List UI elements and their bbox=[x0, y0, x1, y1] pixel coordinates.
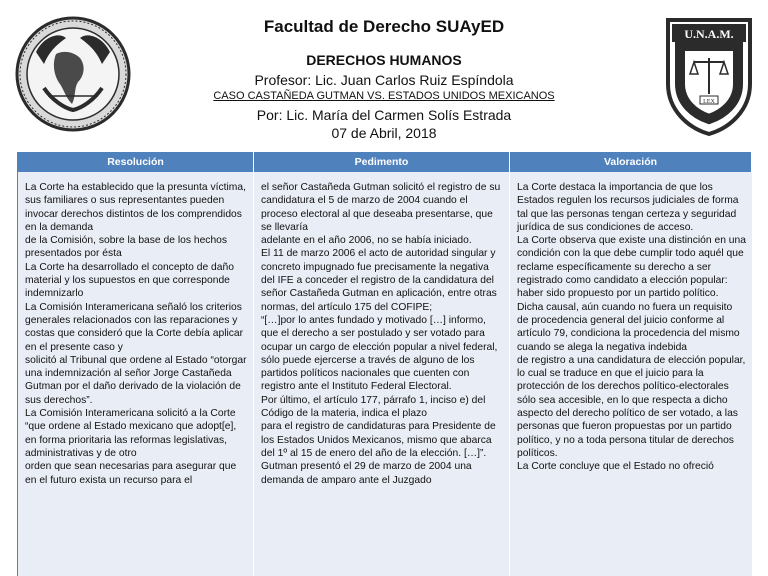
pedimento-paragraph: adelante en el año 2006, no se había iniciado. bbox=[261, 235, 472, 247]
resolucion-paragraph: de la Comisión, sobre la base de los hechos presentados por ésta bbox=[25, 235, 228, 260]
valoracion-paragraph: La Corte observa que existe una distinción en una condición con la que debe cumplir todo aquél que reclame específicamente su derecho a ser registrado como candidato a elección popular: haber sido propuesto por un partido político. Dicha causal, aún cuando no fuera un requisito de procedencia general del juicio conforme al artículo 79, condiciona la procedencia del mismo cuando se alega la negativa indebida bbox=[517, 235, 746, 353]
case-analysis-table bbox=[17, 152, 751, 576]
pedimento-paragraph: Por último, el artículo 177, párrafo 1, inciso e) del Código de la materia, indica el plazo bbox=[261, 394, 486, 420]
pedimento-paragraph: para el registro de candidaturas para Presidente de los Estados Unidos Mexicanos, mismo que abarca del 1º al 15 de enero del año de la elección. […]”. bbox=[261, 421, 496, 459]
resolucion-cell bbox=[18, 172, 254, 576]
facultad-de-derecho-shield-icon bbox=[664, 14, 754, 138]
pedimento-paragraph: el señor Castañeda Gutman solicitó el registro de su candidatura el 5 de marzo de 2004 cuando el proceso electoral al que deseaba presentarse, que se llevaría bbox=[261, 182, 501, 233]
date-line: 07 de Abril, 2018 bbox=[331, 125, 437, 141]
case-title: CASO CASTAÑEDA GUTMAN VS. ESTADOS UNIDOS MEXICANOS bbox=[213, 90, 555, 102]
shield-lex: LEX bbox=[703, 99, 715, 105]
document-header bbox=[0, 0, 768, 152]
unam-seal-icon bbox=[14, 14, 132, 134]
valoracion-cell bbox=[510, 172, 752, 576]
valoracion-paragraph: La Corte concluye que el Estado no ofreció bbox=[517, 461, 714, 473]
resolucion-paragraph: La Comisión Interamericana solicitó a la Corte “que ordene al Estado mexicano que adopt[e], en forma prioritaria las reformas legislativas, administrativas y de otro bbox=[25, 408, 237, 459]
pedimento-cell bbox=[254, 172, 510, 576]
resolucion-paragraph: La Corte ha establecido que la presunta víctima, sus familiares o sus representantes pueden invocar derechos distintos de los comprendidos en la demanda bbox=[25, 182, 246, 233]
faculty-title: Facultad de Derecho SUAyED bbox=[263, 17, 505, 36]
valoracion-paragraph: La Corte destaca la importancia de que los Estados regulen los recursos judiciales de forma tal que las personas tengan certeza y seguridad jurídica de sus condiciones de acceso. bbox=[517, 182, 739, 233]
title-block bbox=[150, 16, 618, 142]
pedimento-paragraph: El 11 de marzo 2006 el acto de autoridad singular y concreto impugnado fue precisamente la negativa del IFE a conceder el registro de la candidatura del señor Castañeda Gutman en aplicación, entre otras normas, del artículo 175 del COFIPE; bbox=[261, 248, 497, 313]
column-header-resolucion: Resolución bbox=[18, 152, 254, 172]
column-header-pedimento: Pedimento bbox=[254, 152, 510, 172]
pedimento-paragraph: “[…]por lo antes fundado y motivado […] informo, que el derecho a ser postulado y ser votado para ocupar un cargo de elección popular a nivel federal, sólo puede ejercerse a través de alguno de los partidos políticos nacionales que cuenten con registro ante el Instituto Federal Electoral. bbox=[261, 314, 498, 393]
shield-acronym: U.N.A.M. bbox=[684, 27, 734, 41]
professor-line: Profesor: Lic. Juan Carlos Ruiz Espíndola bbox=[254, 72, 514, 88]
resolucion-paragraph: solicitó al Tribunal que ordene al Estado “otorgar una indemnización al señor Jorge Castañeda Gutman por el daño derivado de la violación de sus derechos”. bbox=[25, 354, 247, 406]
resolucion-paragraph: La Corte ha desarrollado el concepto de daño material y los supuestos en que corresponde indemnizarlo bbox=[25, 261, 234, 300]
resolucion-paragraph: orden que sean necesarias para asegurar que en el futuro exista un recurso para el bbox=[25, 461, 237, 486]
valoracion-paragraph: de registro a una candidatura de elección popular, lo cual se traduce en que el juicio para la protección de los derechos político-electorales sólo sea accesible, en lo que respecta a dicho aspecto del derecho político de ser votado, a las personas que fueron propuestas por un partido político, y no a toda persona titular de derechos políticos. bbox=[517, 354, 746, 459]
pedimento-paragraph: Gutman presentó el 29 de marzo de 2004 una demanda de amparo ante el Juzgado bbox=[261, 461, 472, 486]
column-header-valoracion: Valoración bbox=[510, 152, 752, 172]
author-line: Por: Lic. María del Carmen Solís Estrada bbox=[256, 107, 512, 123]
resolucion-paragraph: La Comisión Interamericana señaló los criterios generales relacionados con las reparaciones y costas que consideró que la Corte debía aplicar en el presente caso y bbox=[25, 301, 244, 353]
subject-title: DERECHOS HUMANOS bbox=[306, 52, 462, 68]
